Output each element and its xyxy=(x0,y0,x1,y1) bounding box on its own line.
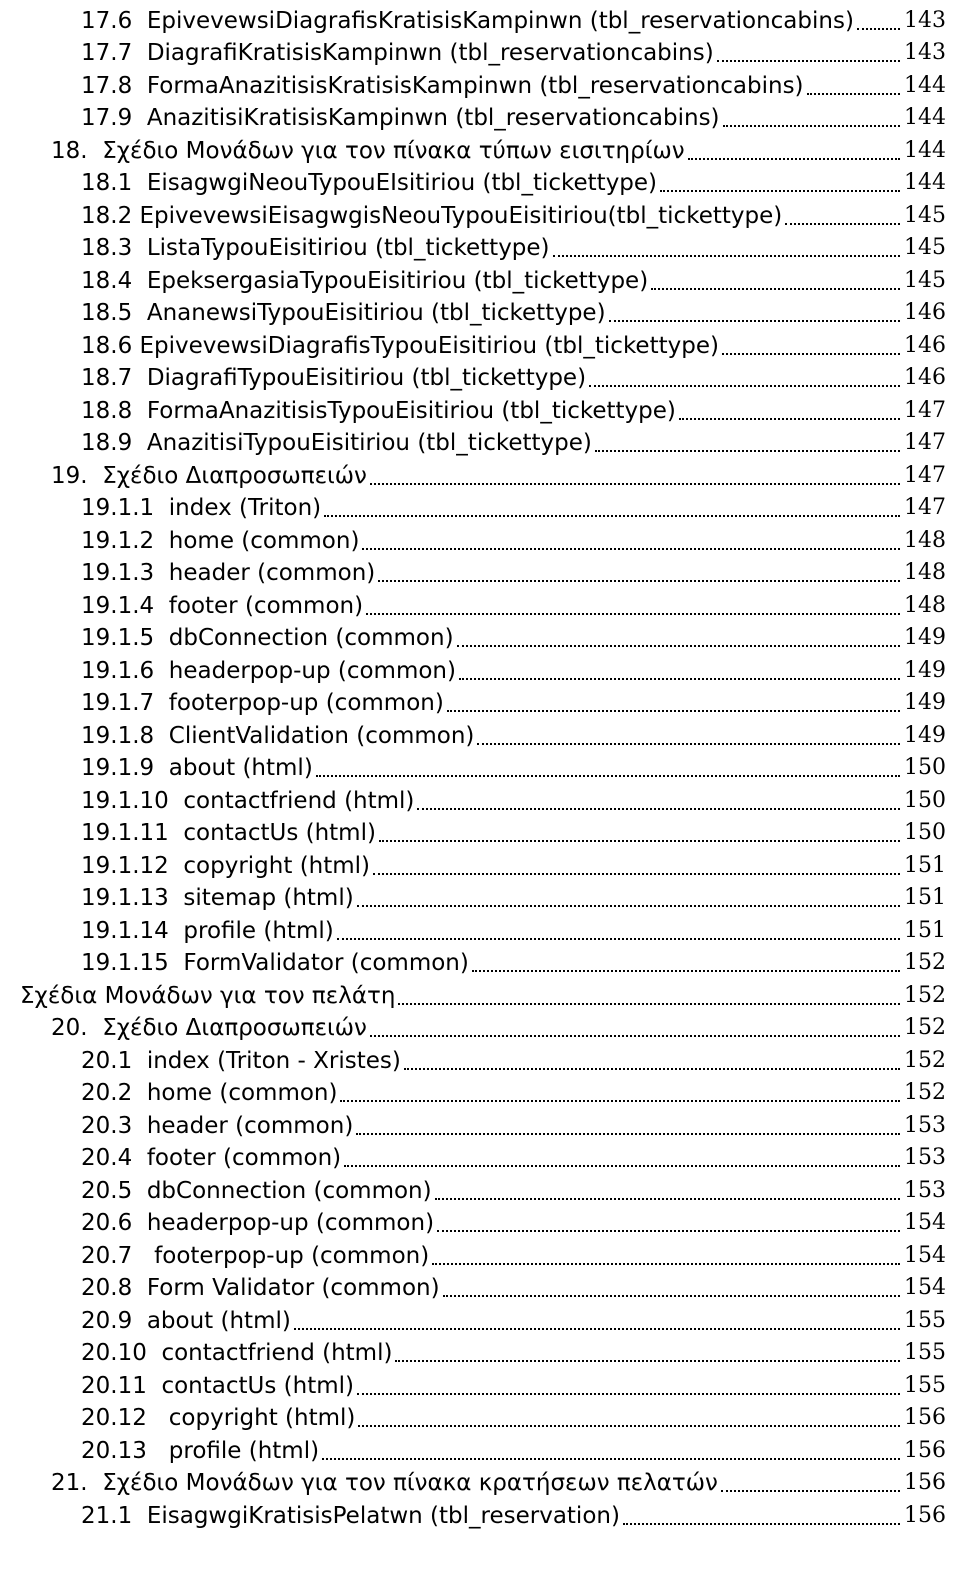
dot-leader xyxy=(395,1360,900,1362)
dot-leader xyxy=(477,743,900,745)
dot-leader xyxy=(651,288,900,290)
toc-entry-title: 19.1.4 footer (common) xyxy=(81,593,364,619)
dot-leader xyxy=(807,93,900,95)
dot-leader xyxy=(459,678,900,680)
toc-entry[interactable] xyxy=(81,1137,946,1173)
toc-entry-page: 151 xyxy=(904,918,946,943)
dot-leader xyxy=(294,1328,900,1330)
toc-entry-title: 20.3 header (common) xyxy=(81,1113,354,1139)
toc-entry-page: 144 xyxy=(904,138,946,163)
toc-entry-page: 156 xyxy=(904,1503,946,1528)
toc-entry-page: 151 xyxy=(904,853,946,878)
dot-leader xyxy=(717,60,900,62)
dot-leader xyxy=(404,1068,900,1070)
toc-entry[interactable] xyxy=(81,357,946,393)
dot-leader xyxy=(373,873,900,875)
toc-entry[interactable] xyxy=(81,1267,946,1303)
toc-entry-page: 144 xyxy=(904,170,946,195)
toc-entry-page: 154 xyxy=(904,1275,946,1300)
toc-entry-page: 154 xyxy=(904,1210,946,1235)
toc-entry-title: 19.1.13 sitemap (html) xyxy=(81,885,354,911)
toc-entry[interactable] xyxy=(81,942,946,978)
toc-entry[interactable] xyxy=(81,780,946,816)
toc-entry-title: 21.1 EisagwgiKratisisPelatwn (tbl_reservation) xyxy=(81,1503,620,1529)
toc-entry-page: 154 xyxy=(904,1243,946,1268)
toc-entry-page: 155 xyxy=(904,1308,946,1333)
toc-entry[interactable] xyxy=(81,1397,946,1433)
dot-leader xyxy=(398,1003,900,1005)
toc-entry-title: 18.6 EpivevewsiDiagrafisTypouEisitiriou (tbl_tickettype) xyxy=(81,333,719,359)
dot-leader xyxy=(688,158,900,160)
toc-entry[interactable] xyxy=(51,1007,946,1043)
toc-entry-title: 20. Σχέδιο Διαπροσωπειών xyxy=(51,1015,367,1041)
toc-entry-page: 153 xyxy=(904,1178,946,1203)
toc-entry-page: 147 xyxy=(904,463,946,488)
dot-leader xyxy=(722,353,900,355)
dot-leader xyxy=(589,385,900,387)
toc-entry-title: 20.5 dbConnection (common) xyxy=(81,1178,432,1204)
toc-entry-title: 20.8 Form Validator (common) xyxy=(81,1275,440,1301)
toc-entry-title: 20.11 contactUs (html) xyxy=(81,1373,355,1399)
toc-entry-title: 20.6 headerpop-up (common) xyxy=(81,1210,435,1236)
dot-leader xyxy=(432,1263,900,1265)
toc-entry[interactable] xyxy=(81,1365,946,1401)
toc-entry[interactable] xyxy=(81,1300,946,1336)
dot-leader xyxy=(316,775,900,777)
dot-leader xyxy=(723,125,900,127)
toc-entry-title: 18.8 FormaAnazitisisTypouEisitiriou (tbl_tickettype) xyxy=(81,398,676,424)
toc-entry[interactable] xyxy=(81,552,946,588)
toc-entry-title: 19.1.8 ClientValidation (common) xyxy=(81,723,475,749)
toc-entry[interactable] xyxy=(81,195,946,231)
toc-entry-title: 18.5 AnanewsiTypouEisitiriou (tbl_tickettype) xyxy=(81,300,606,326)
toc-entry[interactable] xyxy=(81,422,946,458)
toc-entry-page: 148 xyxy=(904,528,946,553)
toc-entry-title: 20.7 footerpop-up (common) xyxy=(81,1243,430,1269)
toc-entry[interactable] xyxy=(81,682,946,718)
toc-entry-title: 19.1.12 copyright (html) xyxy=(81,853,371,879)
toc-entry[interactable] xyxy=(81,1332,946,1368)
dot-leader xyxy=(340,1100,900,1102)
toc-entry[interactable] xyxy=(81,910,946,946)
toc-entry-title: 18.3 ListaTypouEisitiriou (tbl_tickettype) xyxy=(81,235,550,261)
toc-entry[interactable] xyxy=(81,715,946,751)
toc-entry-title: 19.1.14 profile (html) xyxy=(81,918,334,944)
toc-entry-page: 150 xyxy=(904,820,946,845)
dot-leader xyxy=(356,1133,900,1135)
toc-entry-page: 152 xyxy=(904,983,946,1008)
toc-entry[interactable] xyxy=(81,1105,946,1141)
toc-entry-page: 153 xyxy=(904,1113,946,1138)
toc-entry[interactable] xyxy=(20,975,946,1011)
toc-entry-title: 20.10 contactfriend (html) xyxy=(81,1340,393,1366)
toc-entry-page: 148 xyxy=(904,560,946,585)
dot-leader xyxy=(447,710,900,712)
dot-leader xyxy=(595,450,900,452)
toc-entry-page: 144 xyxy=(904,73,946,98)
dot-leader xyxy=(358,1425,900,1427)
dot-leader xyxy=(357,905,900,907)
toc-entry[interactable] xyxy=(81,97,946,133)
toc-entry[interactable] xyxy=(81,325,946,361)
toc-entry-title: 20.9 about (html) xyxy=(81,1308,291,1334)
dot-leader xyxy=(344,1165,900,1167)
toc-entry[interactable] xyxy=(51,1462,946,1498)
toc-entry-title: 19.1.2 home (common) xyxy=(81,528,360,554)
toc-entry-title: 20.2 home (common) xyxy=(81,1080,338,1106)
toc-entry-page: 151 xyxy=(904,885,946,910)
toc-entry-page: 146 xyxy=(904,300,946,325)
toc-entry-page: 145 xyxy=(904,235,946,260)
toc-entry[interactable] xyxy=(81,1170,946,1206)
toc-entry[interactable] xyxy=(81,1072,946,1108)
toc-entry-page: 150 xyxy=(904,755,946,780)
toc-entry-page: 149 xyxy=(904,690,946,715)
toc-entry[interactable] xyxy=(81,292,946,328)
toc-entry-title: 20.13 profile (html) xyxy=(81,1438,320,1464)
toc-entry[interactable] xyxy=(81,65,946,101)
toc-entry-title: 17.7 DiagrafiKratisisKampinwn (tbl_reservationcabins) xyxy=(81,40,714,66)
toc-entry-title: 18.4 EpeksergasiaTypouEisitiriou (tbl_tickettype) xyxy=(81,268,649,294)
toc-entry-title: 19. Σχέδιο Διαπροσωπειών xyxy=(51,463,367,489)
toc-entry[interactable] xyxy=(81,747,946,783)
toc-entry-page: 146 xyxy=(904,333,946,358)
toc-entry[interactable] xyxy=(81,585,946,621)
toc-entry-page: 149 xyxy=(904,625,946,650)
dot-leader xyxy=(435,1198,900,1200)
toc-entry-title: 19.1.5 dbConnection (common) xyxy=(81,625,454,651)
toc-entry-title: 18. Σχέδιο Μονάδων για τον πίνακα τύπων εισιτηρίων xyxy=(51,138,685,164)
dot-leader xyxy=(553,255,900,257)
toc-entry-page: 147 xyxy=(904,430,946,455)
dot-leader xyxy=(362,548,900,550)
toc-entry-page: 155 xyxy=(904,1373,946,1398)
toc-entry-title: 19.1.10 contactfriend (html) xyxy=(81,788,415,814)
toc-entry-page: 150 xyxy=(904,788,946,813)
dot-leader xyxy=(379,840,900,842)
toc-entry-title: 19.1.7 footerpop-up (common) xyxy=(81,690,444,716)
dot-leader xyxy=(443,1295,900,1297)
toc-entry-page: 156 xyxy=(904,1438,946,1463)
toc-entry[interactable] xyxy=(81,617,946,653)
toc-entry-page: 152 xyxy=(904,1080,946,1105)
toc-entry[interactable] xyxy=(81,1430,946,1466)
toc-entry[interactable] xyxy=(81,162,946,198)
dot-leader xyxy=(785,223,900,225)
toc-entry-title: 17.9 AnazitisiKratisisKampinwn (tbl_reservationcabins) xyxy=(81,105,720,131)
toc-entry[interactable] xyxy=(81,1495,946,1531)
dot-leader xyxy=(324,515,900,517)
toc-entry-page: 145 xyxy=(904,203,946,228)
toc-entry-page: 147 xyxy=(904,495,946,520)
toc-entry-page: 145 xyxy=(904,268,946,293)
dot-leader xyxy=(609,320,900,322)
toc-entry[interactable] xyxy=(81,812,946,848)
toc-entry-page: 149 xyxy=(904,723,946,748)
toc-entry-title: Σχέδια Μονάδων για τον πελάτη xyxy=(20,983,396,1009)
toc-entry-title: 18.7 DiagrafiTypouEisitiriou (tbl_tickettype) xyxy=(81,365,587,391)
toc-entry-page: 156 xyxy=(904,1405,946,1430)
toc-entry[interactable] xyxy=(81,845,946,881)
toc-entry[interactable] xyxy=(81,1040,946,1076)
toc-entry-page: 152 xyxy=(904,1015,946,1040)
toc-entry-page: 153 xyxy=(904,1145,946,1170)
toc-entry-title: 19.1.11 contactUs (html) xyxy=(81,820,376,846)
toc-entry-title: 18.1 EisagwgiNeouTypouEIsitiriou (tbl_tickettype) xyxy=(81,170,658,196)
dot-leader xyxy=(357,1393,900,1395)
dot-leader xyxy=(660,190,900,192)
toc-entry-title: 17.8 FormaAnazitisisKratisisKampinwn (tbl_reservationcabins) xyxy=(81,73,804,99)
toc-entry-page: 143 xyxy=(904,40,946,65)
toc-entry[interactable] xyxy=(81,32,946,68)
toc-entry[interactable] xyxy=(81,650,946,686)
toc-entry-title: 20.12 copyright (html) xyxy=(81,1405,356,1431)
dot-leader xyxy=(472,970,900,972)
toc-entry-page: 149 xyxy=(904,658,946,683)
toc-entry-title: 19.1.1 index (Triton) xyxy=(81,495,322,521)
toc-entry[interactable] xyxy=(81,260,946,296)
dot-leader xyxy=(457,645,900,647)
toc-entry[interactable] xyxy=(51,130,946,166)
toc-entry-title: 19.1.9 about (html) xyxy=(81,755,313,781)
toc-entry-title: 21. Σχέδιο Μονάδων για τον πίνακα κρατήσεων πελατών xyxy=(51,1470,718,1496)
toc-entry-page: 155 xyxy=(904,1340,946,1365)
toc-entry[interactable] xyxy=(81,1202,946,1238)
toc-entry[interactable] xyxy=(81,877,946,913)
dot-leader xyxy=(337,938,900,940)
toc-entry-page: 143 xyxy=(904,8,946,33)
dot-leader xyxy=(366,613,900,615)
dot-leader xyxy=(378,580,900,582)
toc-entry-title: 20.4 footer (common) xyxy=(81,1145,342,1171)
dot-leader xyxy=(623,1523,900,1525)
dot-leader xyxy=(679,418,900,420)
dot-leader xyxy=(437,1230,900,1232)
toc-entry-page: 144 xyxy=(904,105,946,130)
toc-entry-title: 20.1 index (Triton - Xristes) xyxy=(81,1048,401,1074)
toc-entry-page: 147 xyxy=(904,398,946,423)
toc-entry-page: 148 xyxy=(904,593,946,618)
toc-entry-title: 17.6 EpivevewsiDiagrafisKratisisKampinwn (tbl_reservationcabins) xyxy=(81,8,854,34)
toc-entry[interactable] xyxy=(81,487,946,523)
toc-entry[interactable] xyxy=(81,390,946,426)
toc-entry[interactable] xyxy=(81,1235,946,1271)
dot-leader xyxy=(721,1490,900,1492)
toc-entry[interactable] xyxy=(81,0,946,36)
toc-entry-page: 152 xyxy=(904,950,946,975)
dot-leader xyxy=(857,28,900,30)
toc-entry[interactable] xyxy=(81,520,946,556)
dot-leader xyxy=(322,1458,900,1460)
toc-entry-title: 18.9 AnazitisiTypouEisitiriou (tbl_tickettype) xyxy=(81,430,592,456)
toc-entry-title: 19.1.6 headerpop-up (common) xyxy=(81,658,456,684)
dot-leader xyxy=(370,483,900,485)
toc-entry-page: 146 xyxy=(904,365,946,390)
toc-entry-title: 18.2 EpivevewsiEisagwgisNeouTypouEisitiriou(tbl_tickettype) xyxy=(81,203,783,229)
toc-entry[interactable] xyxy=(81,227,946,263)
dot-leader xyxy=(417,808,900,810)
toc-entry[interactable] xyxy=(51,455,946,491)
toc-entry-page: 156 xyxy=(904,1470,946,1495)
toc-entry-title: 19.1.15 FormValidator (common) xyxy=(81,950,469,976)
toc-entry-title: 19.1.3 header (common) xyxy=(81,560,376,586)
dot-leader xyxy=(370,1035,900,1037)
toc-entry-page: 152 xyxy=(904,1048,946,1073)
